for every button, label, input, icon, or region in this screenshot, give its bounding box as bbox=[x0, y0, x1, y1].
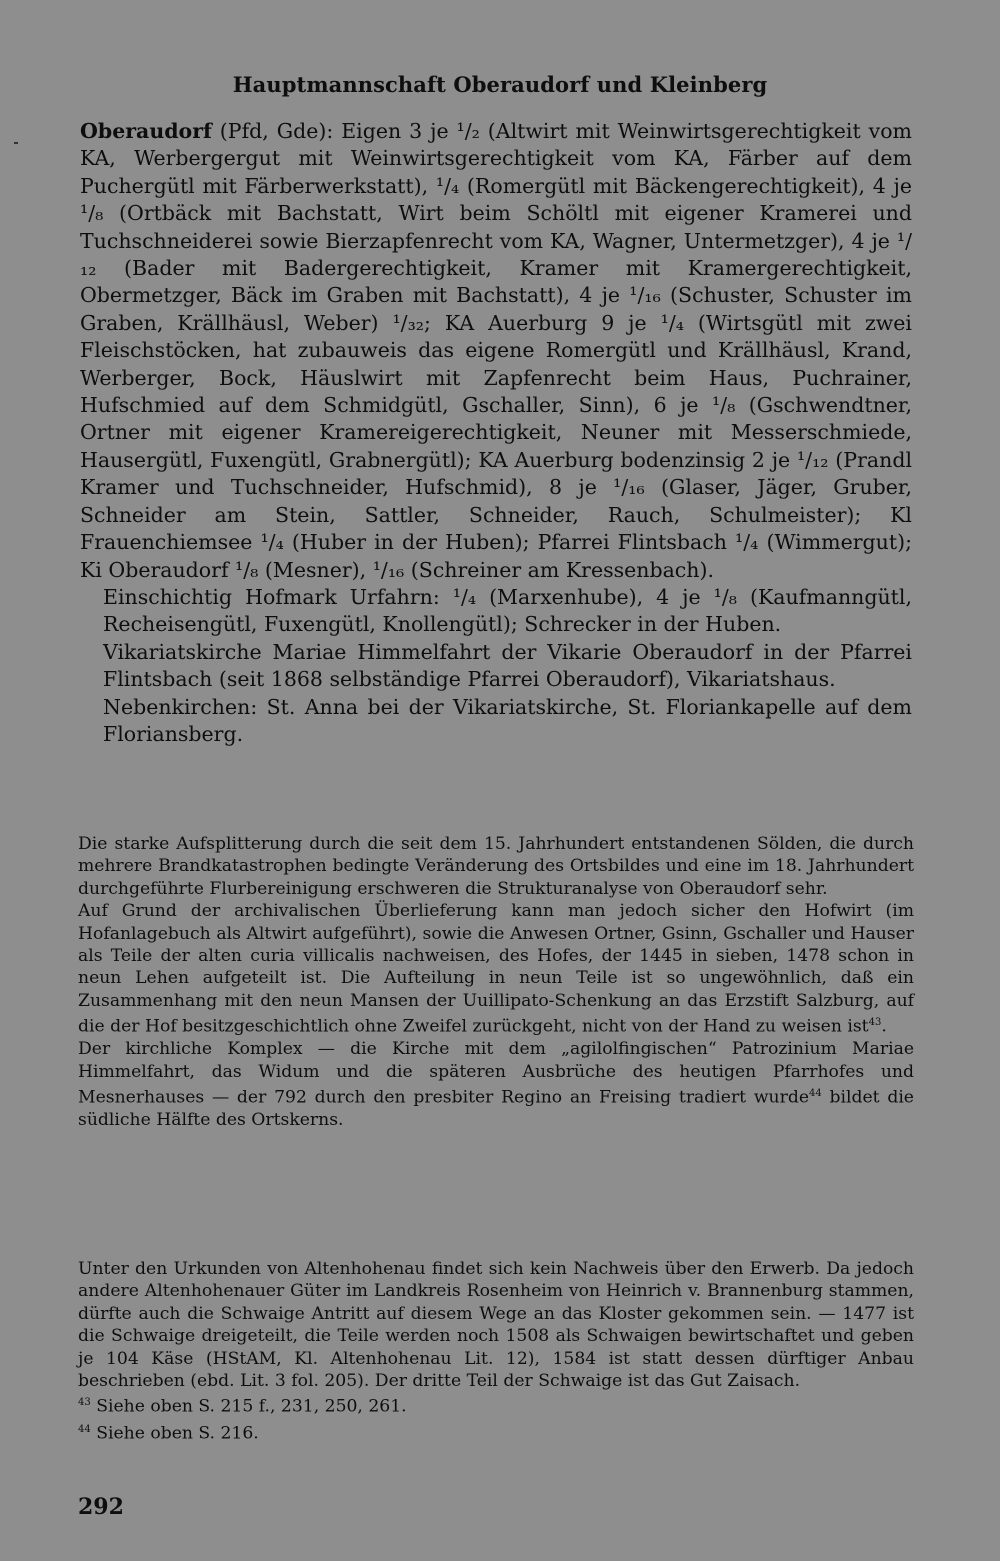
footnote-continued: Unter den Urkunden von Altenhohenau findet sich kein Nachweis über den Erwerb. Da jedoch andere Altenhohenauer Güter im Landkreis Rosenheim von Heinrich v. Brannenburg stammen, dürfte auch die Schwaige Antritt auf diesem Wege an das Kloster gekommen sein. — 1477 ist die Schwaige dreigeteilt, die Teile werden noch 1508 als Schwaigen bewirtschaftet und geben je 104 Käse (HStAM, Kl. Altenhohenau Lit. 12), 1584 ist statt dessen dürftiger Anbau beschrieben (ebd. Lit. 3 fol. 205). Der dritte Teil der Schwaige ist das Gut Zaisach. bbox=[78, 1259, 914, 1392]
scan-speck bbox=[14, 142, 18, 144]
gazetteer-entry bbox=[80, 118, 912, 748]
entry-paragraph-4: Nebenkirchen: St. Anna bei der Vikariatskirche, St. Floriankapelle auf dem Floriansberg. bbox=[103, 694, 912, 746]
body-paragraph-2 bbox=[78, 900, 914, 1038]
footnote-ref-44: 44 bbox=[809, 1088, 822, 1100]
footnote-44 bbox=[78, 1419, 914, 1445]
footnote-44-text: Siehe oben S. 216. bbox=[90, 1423, 259, 1444]
entry-paragraph-1 bbox=[80, 118, 912, 584]
entry-paragraph-2: Einschichtig Hofmark Urfahrn: ¹/₄ (Marxenhube), 4 je ¹/₈ (Kaufmanngütl, Recheisengütl, Fuxengütl, Knollengütl); Schrecker in der Huben. bbox=[103, 584, 912, 637]
entry-lead: Oberaudorf bbox=[80, 119, 212, 143]
body-text-2-end: . bbox=[881, 1016, 887, 1037]
body-text-3-end: bildet die südliche Hälfte des Ortskerns. bbox=[78, 1087, 914, 1131]
body-text-3: Der kirchliche Komplex — die Kirche mit dem „agilolfingischen“ Patrozinium Mariae Himmelfahrt, das Widum und die späteren Ausbrüche des heutigen Pfarrhofes und Mesnerhauses — der 792 durch den presbiter Regino an Freising tradiert wurde bbox=[78, 1039, 914, 1108]
footnote-43 bbox=[78, 1392, 914, 1418]
footnote-ref-43: 43 bbox=[868, 1017, 882, 1029]
body-text-2: Auf Grund der archivalischen Überlieferung kann man jedoch sicher den Hofwirt (im Hofanlagebuch als Altwirt aufgeführt), sowie die Anwesen Ortner, Gsinn, Gschaller und Hauser als Teile der alten curia villicalis nachweisen, des Hofes, der 1445 in sieben, 1478 schon in neun Lehen aufgeteilt ist. Die Aufteilung in neun Teile ist so ungewöhnlich, daß ein Zusammenhang mit den neun Mansen der Uuillipato-Schenkung an das Erzstift Salzburg, auf die der Hof besitzgeschichtlich ohne Zweifel zurückgeht, nicht von der Hand zu weisen ist bbox=[78, 901, 914, 1037]
footnotes bbox=[78, 1258, 914, 1445]
section-heading: Hauptmannschaft Oberaudorf und Kleinberg bbox=[232, 72, 768, 97]
body-paragraph-3 bbox=[78, 1038, 914, 1131]
footnote-mark-43: 43 bbox=[78, 1397, 91, 1409]
analysis-text bbox=[78, 833, 914, 1132]
footnote-43-text: Siehe oben S. 215 f., 231, 250, 261. bbox=[90, 1397, 407, 1418]
body-paragraph-1: Die starke Aufsplitterung durch die seit dem 15. Jahrhundert entstandenen Sölden, die durch mehrere Brandkatastrophen bedingte Veränderung des Ortsbildes und eine im 18. Jahrhundert durchgeführte Flurbereinigung erschweren die Strukturanalyse von Oberaudorf sehr. bbox=[78, 834, 914, 899]
entry-paragraph-3: Vikariatskirche Mariae Himmelfahrt der Vikarie Oberaudorf in der Pfarrei Flintsbach (seit 1868 selbständige Pfarrei Oberaudorf), Vikariatshaus. bbox=[103, 639, 912, 692]
page-number: 292 bbox=[78, 1494, 124, 1520]
footnote-mark-44: 44 bbox=[78, 1423, 91, 1435]
entry-text-1: (Pfd, Gde): Eigen 3 je ¹/₂ (Altwirt mit Weinwirtsgerechtigkeit vom KA, Werbergergut mit Weinwirtsgerechtigkeit vom KA, Färber auf dem Puchergütl mit Färberwerkstatt), ¹/₄ (Romergütl mit Bäckengerechtigkeit), 4 je ¹/₈ (Ortbäck mit Bachstatt, Wirt beim Schöltl mit eigener Kramerei und Tuchschneiderei sowie Bierzapfenrecht vom KA, Wagner, Untermetzger), 4 je ¹/₁₂ (Bader mit Badergerechtigkeit, Kramer mit Kramergerechtigkeit, Obermetzger, Bäck im Graben mit Bachstatt), 4 je ¹/₁₆ (Schuster, Schuster im Graben, Krällhäusl, Weber) ¹/₃₂; KA Auerburg 9 je ¹/₄ (Wirtsgütl mit zwei Fleischstöcken, hat zubauweis das eigene Romergütl und Krällhäusl, Krand, Werberger, Bock, Häuslwirt mit Zapfenrecht beim Haus, Puchrainer, Hufschmied auf dem Schmidgütl, Gschaller, Sinn), 6 je ¹/₈ (Gschwendtner, Ortner mit eigener Kramereigerechtigkeit, Neuner mit Messerschmiede, Hausergütl, Fuxengütl, Grabnergütl); KA Auerburg bodenzinsig 2 je ¹/₁₂ (Prandl Kramer und Tuchschneider, Hufschmid), 8 je ¹/₁₆ (Glaser, Jäger, Gruber, Schneider am Stein, Sattler, Schneider, Rauch, Schulmeister); Kl Frauenchiemsee ¹/₄ (Huber in der Huben); Pfarrei Flintsbach ¹/₄ (Wimmergut); Ki Oberaudorf ¹/₈ (Mesner), ¹/₁₆ (Schreiner am Kressenbach). bbox=[80, 119, 912, 582]
